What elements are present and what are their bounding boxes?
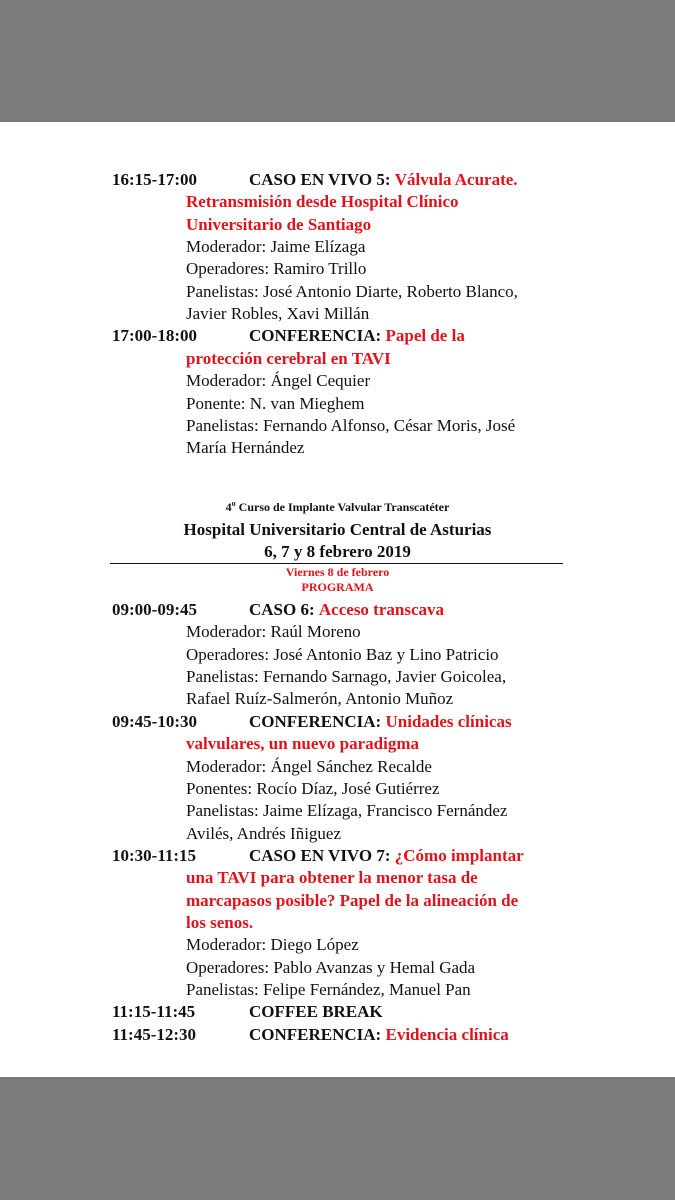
day-label: Viernes 8 de febrero	[285, 565, 390, 579]
session-title: Retransmisión desde Hospital Clínico	[186, 192, 459, 211]
panelists: Panelistas: José Antonio Diarte, Roberto Blanco,	[186, 282, 518, 301]
session-heading	[249, 845, 524, 867]
session-time: 10:30-11:15	[112, 846, 197, 865]
session-title: Unidades clínicas	[385, 712, 512, 731]
moderator: Moderador: Diego López	[186, 935, 359, 954]
session-heading	[249, 1024, 509, 1046]
session-type: CONFERENCIA:	[249, 712, 382, 731]
session-title: valvulares, un nuevo paradigma	[186, 734, 420, 753]
session-title: marcapasos posible? Papel de la alineación de	[186, 891, 519, 910]
session-time: 17:00-18:00	[112, 326, 197, 345]
panelists: Panelistas: Fernando Alfonso, César Moris, José	[186, 416, 516, 435]
panelists: Javier Robles, Xavi Millán	[186, 304, 370, 323]
session-time: 09:45-10:30	[112, 712, 197, 731]
session-type: CONFERENCIA:	[249, 326, 382, 345]
panelists: María Hernández	[186, 438, 305, 457]
session-type: CASO 6:	[249, 600, 315, 619]
session-time: 16:15-17:00	[112, 170, 197, 189]
session-title: Universitario de Santiago	[186, 215, 372, 234]
panelists: Panelistas: Fernando Sarnago, Javier Goicolea,	[186, 667, 507, 686]
session-time: 11:15-11:45	[112, 1002, 196, 1021]
session-heading	[249, 169, 518, 191]
session-title: los senos.	[186, 913, 254, 932]
panelists: Rafael Ruíz-Salmerón, Antonio Muñoz	[186, 689, 454, 708]
session-title: Papel de la	[385, 326, 465, 345]
divider	[110, 563, 563, 564]
session-time: 09:00-09:45	[112, 600, 197, 619]
speakers: Ponentes: Rocío Díaz, José Gutiérrez	[186, 779, 440, 798]
speaker: Ponente: N. van Mieghem	[186, 394, 365, 413]
course-dates: 6, 7 y 8 febrero 2019	[264, 542, 411, 561]
panelists: Panelistas: Jaime Elízaga, Francisco Fernández	[186, 801, 508, 820]
session-time: 11:45-12:30	[112, 1025, 197, 1044]
operators: Operadores: Ramiro Trillo	[186, 259, 367, 278]
session-title: Evidencia clínica	[385, 1025, 509, 1044]
session-title: Válvula Acurate.	[394, 170, 518, 189]
session-type: CONFERENCIA:	[249, 1025, 382, 1044]
session-type: COFFEE BREAK	[249, 1002, 383, 1021]
moderator: Moderador: Raúl Moreno	[186, 622, 361, 641]
session-type: CASO EN VIVO 7:	[249, 846, 391, 865]
moderator: Moderador: Ángel Sánchez Recalde	[186, 757, 432, 776]
hospital-name: Hospital Universitario Central de Asturias	[183, 520, 492, 539]
program-label: PROGRAMA	[301, 580, 374, 594]
session-title: Acceso transcava	[318, 600, 445, 619]
session-heading	[249, 325, 465, 347]
moderator: Moderador: Ángel Cequier	[186, 371, 371, 390]
session-title: protección cerebral en TAVI	[186, 349, 391, 368]
panelists: Panelistas: Felipe Fernández, Manuel Pan	[186, 980, 471, 999]
session-title: ¿Cómo implantar	[394, 846, 524, 865]
session-type: CASO EN VIVO 5:	[249, 170, 391, 189]
session-title: una TAVI para obtener la menor tasa de	[186, 868, 478, 887]
course-title: 4$^o$ Curso de Implante Valvular Transcatéter	[225, 499, 450, 514]
moderator: Moderador: Jaime Elízaga	[186, 237, 366, 256]
session-heading	[249, 711, 512, 733]
operators: Operadores: Pablo Avanzas y Hemal Gada	[186, 958, 476, 977]
operators: Operadores: José Antonio Baz y Lino Patricio	[186, 645, 499, 664]
session-heading	[249, 599, 444, 621]
panelists: Avilés, Andrés Iñiguez	[186, 824, 342, 843]
